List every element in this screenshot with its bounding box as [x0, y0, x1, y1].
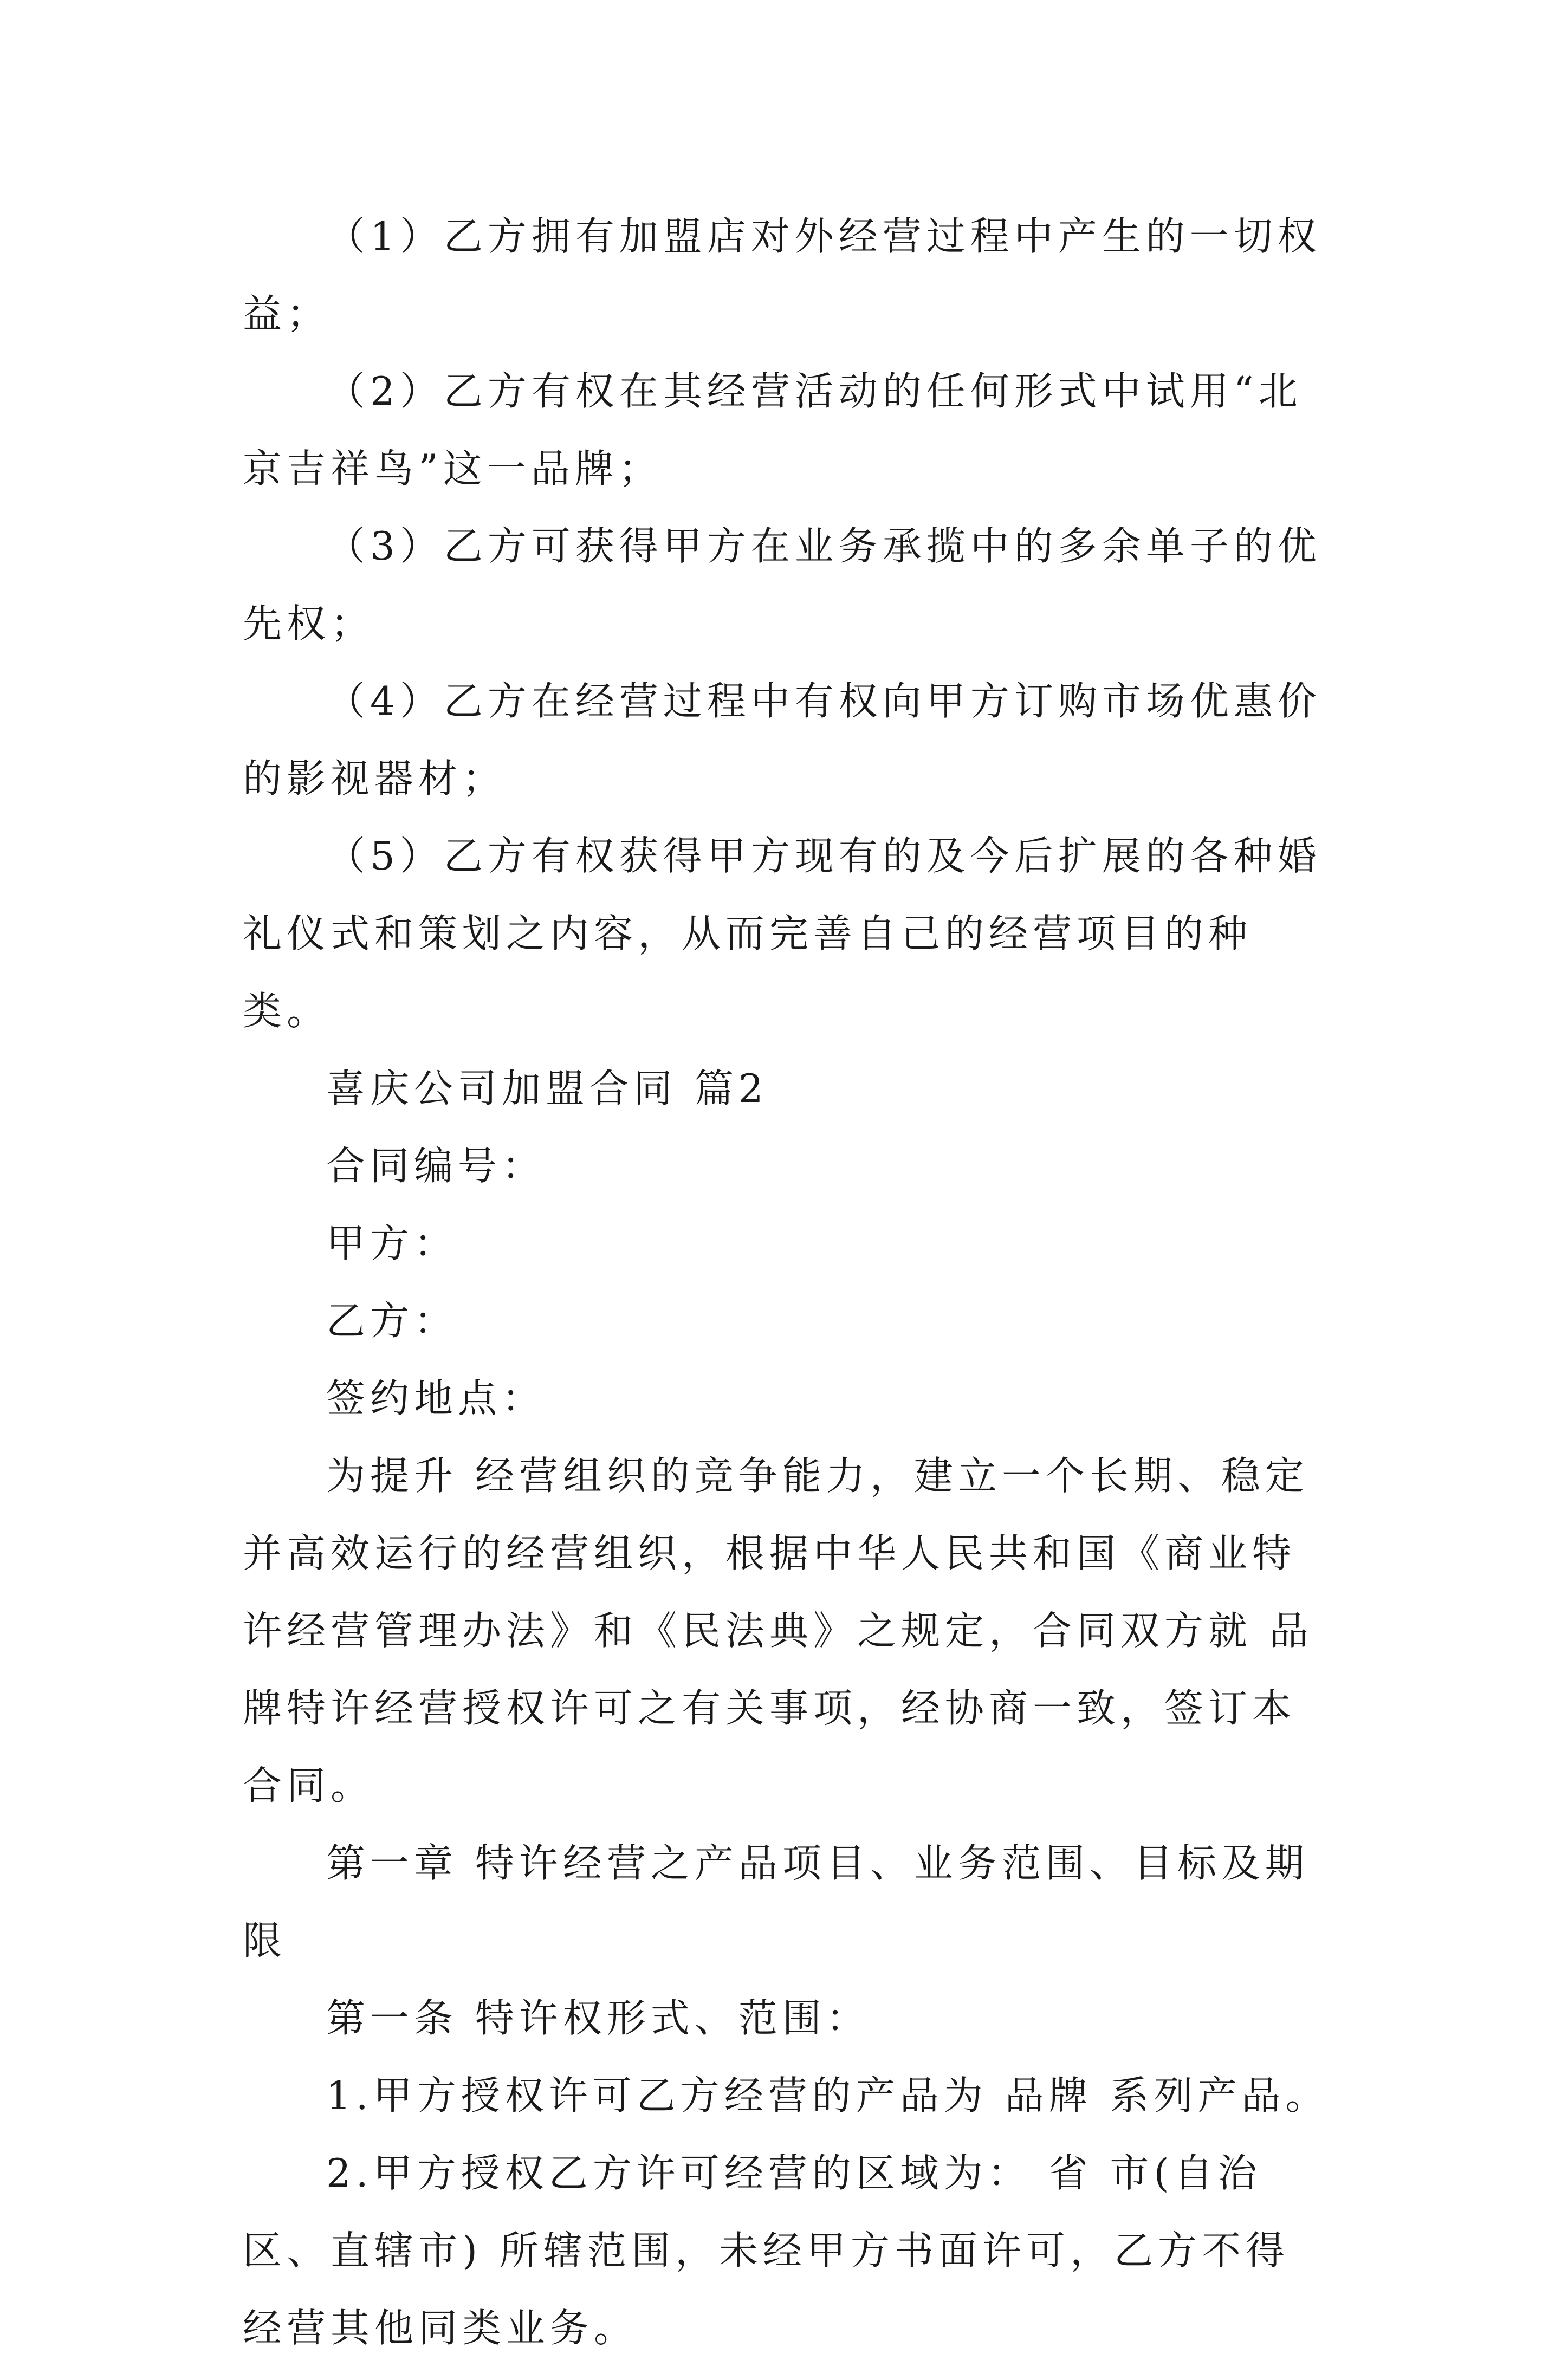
party-a-label: 甲方： — [326, 1221, 458, 1266]
party-b-label: 乙方： — [326, 1298, 458, 1344]
paragraph-right-2: （2）乙方有权在其经营活动的任何形式中试用“北京吉祥鸟”这一品牌； — [243, 368, 1303, 491]
paragraph-right-1: （1）乙方拥有加盟店对外经营过程中产生的一切权益； — [243, 213, 1321, 336]
paragraph-right-3: （3）乙方可获得甲方在业务承揽中的多余单子的优先权； — [243, 523, 1321, 646]
section-heading: 喜庆公司加盟合同 篇2 — [326, 1066, 768, 1111]
document-body — [243, 198, 1332, 2367]
signing-location-label: 签约地点： — [326, 1376, 546, 1421]
article-one-item-1: 1.甲方授权许可乙方经营的产品为 品牌 系列产品。 — [326, 2073, 1330, 2118]
article-one-item-2: 2.甲方授权乙方许可经营的区域为： 省 市(自治区、直辖市) 所辖范围，未经甲方书面许可，乙方不得经营其他同类业务。 — [243, 2150, 1290, 2351]
article-one-heading: 第一条 特许权形式、范围： — [326, 1995, 870, 2041]
contract-number-label: 合同编号： — [326, 1143, 546, 1189]
paragraph-right-4: （4）乙方在经营过程中有权向甲方订购市场优惠价的影视器材； — [243, 678, 1321, 801]
paragraph-right-5: （5）乙方有权获得甲方现有的及今后扩展的各种婚礼仪式和策划之内容，从而完善自己的经营项目的种类。 — [243, 833, 1321, 1034]
preamble-paragraph: 为提升 经营组织的竞争能力，建立一个长期、稳定并高效运行的经营组织，根据中华人民共和国《商业特许经营管理办法》和《民法典》之规定，合同双方就 品牌特许经营授权许可之有关事项，经协商一致，签订本合同。 — [243, 1453, 1313, 1808]
chapter-one-heading: 第一章 特许经营之产品项目、业务范围、目标及期限 — [243, 1840, 1309, 1963]
